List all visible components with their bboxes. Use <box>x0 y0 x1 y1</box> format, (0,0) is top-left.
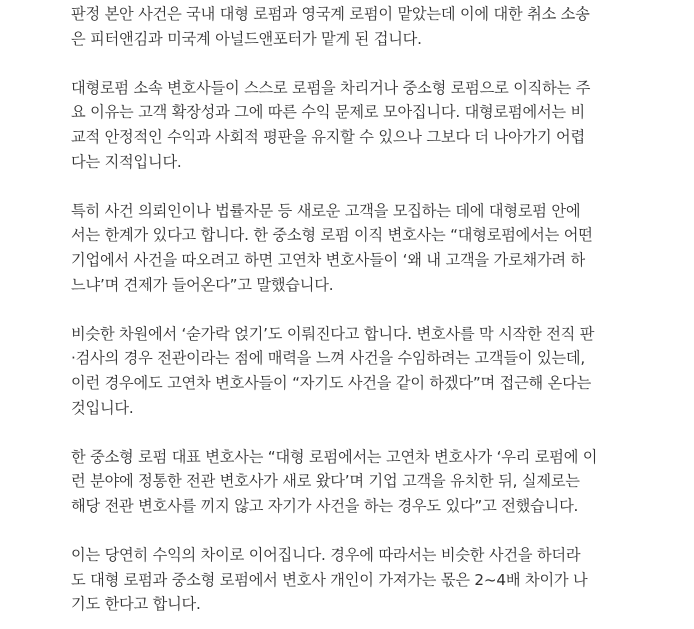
paragraph-6 <box>71 543 626 617</box>
paragraph-line: 서는 한계가 있다고 합니다. 한 중소형 로펌 이직 변호사는 “대형로펌에서는 어떤 <box>71 226 593 245</box>
paragraph-line: 것입니다. <box>71 398 134 417</box>
paragraph-line: 기업에서 사건을 따오려고 하면 고연차 변호사들이 ‘왜 내 고객을 가로채가려 하 <box>71 250 585 269</box>
paragraph-line: 한 중소형 로펌 대표 변호사는 “대형 로펌에서는 고연차 변호사가 ‘우리 로펌에 이 <box>71 447 598 466</box>
paragraph-line: 은 피터앤김과 미국계 아널드앤포터가 맡게 된 겁니다. <box>71 29 422 48</box>
paragraph-line: 특히 사건 의뢰인이나 법률자문 등 새로운 고객을 모집하는 데에 대형로펌 안에 <box>71 201 581 220</box>
article-body <box>0 2 694 629</box>
paragraph-line: 런 분야에 정통한 전관 변호사가 새로 왔다’며 기업 고객을 유치한 뒤, 실제로는 <box>71 472 580 491</box>
paragraph-line: 판정 본안 사건은 국내 대형 로펌과 영국계 로펌이 맡았는데 이에 대한 취소 소송 <box>71 5 590 23</box>
paragraph-line: 해당 전관 변호사를 끼지 않고 자기가 사건을 하는 경우도 있다”고 전했습니다. <box>71 496 579 515</box>
paragraph-line: 기도 한다고 합니다. <box>71 595 201 614</box>
paragraph-line: 이런 경우에도 고연차 변호사들이 “자기도 사건을 같이 하겠다”며 접근해 온다는 <box>71 373 592 392</box>
paragraph-line: 대형로펌 소속 변호사들이 스스로 로펌을 차리거나 중소형 로펌으로 이직하는 주 <box>71 78 591 97</box>
paragraph-line: 다는 지적입니다. <box>71 152 182 171</box>
paragraph-4 <box>71 322 626 420</box>
paragraph-line: 교적 안정적인 수익과 사회적 평판을 유지할 수 있으나 그보다 더 나아가기 어렵 <box>71 127 585 146</box>
paragraph-2 <box>71 76 626 174</box>
paragraph-line: ·검사의 경우 전관이라는 점에 매력을 느껴 사건을 수임하려는 고객들이 있는데, <box>71 349 585 368</box>
paragraph-line: 도 대형 로펌과 중소형 로펌에서 변호사 개인이 가져가는 몫은 2~4배 차이가 나 <box>71 570 588 589</box>
paragraph-3 <box>71 199 626 297</box>
paragraph-line: 요 이유는 고객 확장성과 그에 따른 수익 문제로 모아집니다. 대형로펌에서는 비 <box>71 103 585 122</box>
paragraph-5 <box>71 445 626 519</box>
paragraph-line: 느냐’며 견제가 들어온다”고 말했습니다. <box>71 275 334 294</box>
paragraph-line: 이는 당연히 수익의 차이로 이어집니다. 경우에 따라서는 비슷한 사건을 하더라 <box>71 546 581 565</box>
paragraph-line: 비슷한 차원에서 ‘숟가락 얹기’도 이뤄진다고 합니다. 변호사를 막 시작한 전직 판 <box>71 324 595 343</box>
paragraph-1 <box>71 2 626 51</box>
